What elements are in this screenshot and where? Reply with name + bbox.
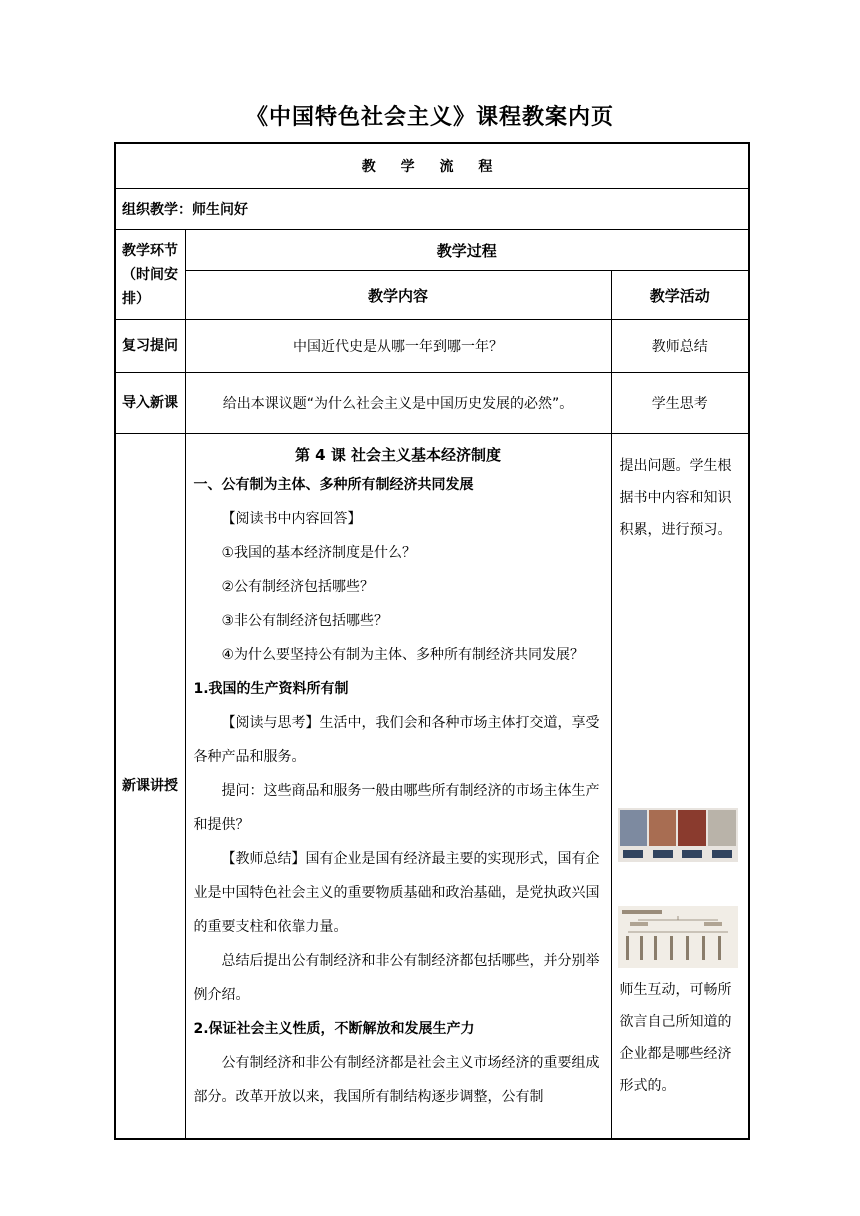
flow-header: 教 学 流 程 bbox=[115, 143, 749, 189]
review-activity: 教师总结 bbox=[611, 320, 749, 373]
paragraph-3: 【教师总结】国有企业是国有经济最主要的实现形式，国有企业是中国特色社会主义的重要物质基础和政治基础，是党执政兴国的重要支柱和依靠力量。 bbox=[193, 851, 600, 935]
question-3: ③非公有制经济包括哪些？ bbox=[221, 613, 389, 629]
activity-top: 提出问题。学生根据书中内容和知识积累，进行预习。 bbox=[619, 458, 732, 538]
new-content-cell bbox=[185, 434, 611, 1140]
activity-bottom: 师生互动，可畅所欲言自己所知道的企业都是哪些经济形式的。 bbox=[619, 982, 732, 1094]
intro-activity: 学生思考 bbox=[611, 373, 749, 434]
paragraph-2: 提问：这些商品和服务一般由哪些所有制经济的市场主体生产和提供？ bbox=[193, 783, 600, 833]
page-title: 《中国特色社会主义》课程教案内页 bbox=[245, 105, 614, 130]
lesson-plan-table bbox=[114, 142, 750, 1140]
review-content: 中国近代史是从哪一年到哪一年？ bbox=[185, 320, 611, 373]
question-2: ②公有制经济包括哪些？ bbox=[221, 579, 375, 595]
paragraph-4: 总结后提出公有制经济和非公有制经济都包括哪些，并分别举例介绍。 bbox=[193, 953, 600, 1003]
review-stage: 复习提问 bbox=[115, 320, 185, 373]
enterprise-photos-image bbox=[618, 808, 738, 862]
new-activity-cell bbox=[611, 434, 749, 1140]
intro-stage: 导入新课 bbox=[115, 373, 185, 434]
read-prompt: 【阅读书中内容回答】 bbox=[221, 511, 362, 527]
lesson-title: 第 4 课 社会主义基本经济制度 bbox=[294, 446, 502, 464]
process-header: 教学过程 bbox=[185, 230, 749, 271]
question-4: ④为什么要坚持公有制为主体、多种所有制经济共同发展？ bbox=[221, 647, 585, 663]
subheading-1: 1.我国的生产资料所有制 bbox=[193, 681, 349, 697]
section-heading: 一、公有制为主体、多种所有制经济共同发展 bbox=[193, 477, 474, 493]
question-1: ①我国的基本经济制度是什么？ bbox=[221, 545, 417, 561]
new-stage: 新课讲授 bbox=[115, 434, 185, 1140]
ownership-diagram-image bbox=[618, 906, 738, 968]
activity-header: 教学活动 bbox=[611, 271, 749, 320]
content-header: 教学内容 bbox=[185, 271, 611, 320]
stage-column-header: 教学环节（时间安排） bbox=[115, 230, 185, 320]
org-teaching: 组织教学：师生问好 bbox=[115, 189, 749, 230]
paragraph-5: 公有制经济和非公有制经济都是社会主义市场经济的重要组成部分。改革开放以来，我国所有制结构逐步调整，公有制 bbox=[193, 1055, 600, 1105]
subheading-2: 2.保证社会主义性质，不断解放和发展生产力 bbox=[193, 1021, 475, 1037]
intro-content: 给出本课议题“为什么社会主义是中国历史发展的必然”。 bbox=[185, 373, 611, 434]
paragraph-1: 【阅读与思考】生活中，我们会和各种市场主体打交道，享受各种产品和服务。 bbox=[193, 715, 600, 765]
